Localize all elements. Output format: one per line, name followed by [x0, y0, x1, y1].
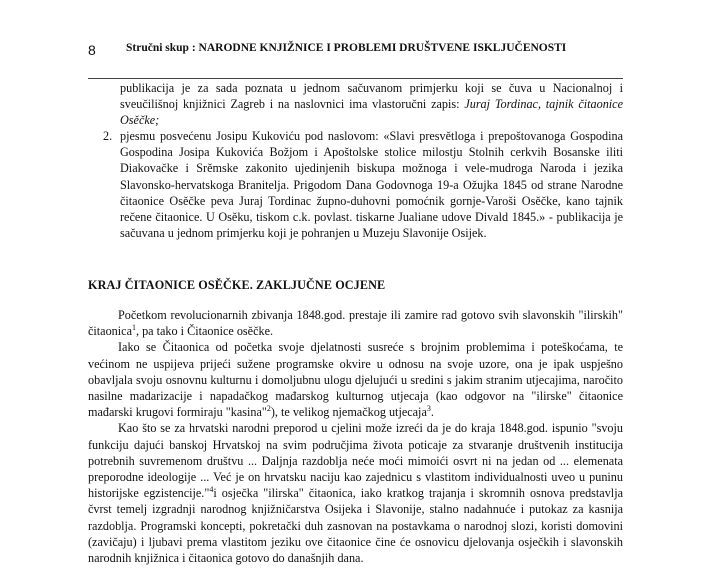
paragraph-3	[88, 420, 623, 566]
footnote-ref-2: 2	[266, 404, 271, 414]
item2-text: pjesmu posvećenu Josipu Kukoviću pod naslovom: «Slavi presvětloga i prepoštovanoga Gospodina Gospodina Josipa Kukovića Božjom i Apoštolske stolice milostju Stolnih cerkvih Bosanske iliti Diakovačke i Srěmske zakonito ujedinjenih biskupa možnoga i vele-mudroga Naroda i jezika Slavonsko-hervatskoga Branitelja. Prigodom Dana Godovnoga 19-a Ožujka 1845 od strane Narodne čitaonice Osěčke peva Juraj Tordinac župno-duhovni pomoćnik gornje-Varoši Osěčke, kano tajnik rečene čitaonice. U Osěku, tiskom c.k. povlast. tiskarne Jualiane udove Divald 1845.» - publikacija je sačuvana u jednom primjerku koji je pohranjen u Muzeju Slavonije Osijek.	[120, 129, 623, 240]
list-item-number: 2.	[103, 129, 113, 144]
header-rule	[88, 78, 623, 79]
p2-text-c: .	[430, 405, 434, 420]
running-title: Stručni skup : NARODNE KNJIŽNICE I PROBLEMI DRUŠTVENE ISKLJUČENOSTI	[126, 42, 567, 54]
p3-text-b: i osječka "ilirska" čitaonica, iako kratkog trajanja i skromnih osnova predstavlja čvrst temelj izgradnji narodnog knjižničarstva Osijeka i Slavonije, stalno nadahnuće i putokaz za kasnija razdoblja. Programski koncepti, pokretački duh zasnovan na postavkama o narodnoj slozi, koristi domovini (zavičaju) i ljubavi prema vlastitom jeziku ove čitaonice čine će osnovicu djelovanja osječkih i slavonskih narodnih knjižnica i čitaonica gotovo do današnjih dana.	[88, 486, 623, 566]
p1-text-a: Početkom revolucionarnih zbivanja 1848.god. prestaje ili zamire rad gotovo svih slavonskih "ilirskih" čitaonica	[88, 308, 623, 339]
section-heading: KRAJ ČITAONICE OSĚČKE. ZAKLJUČNE OCJENE	[88, 278, 386, 292]
list-item-2	[103, 128, 623, 241]
p3-text-a: Kao što se za hrvatski narodni preporod u cjelini može izreći da je do kraja 1848.god. ispunio "svoju funkciju dajući banskoj Hrvatskoj na svim područjima života poticaje za stvaranje društvenih institucija potrebnih suvremenom društvu ... Daljnja razdoblja neće moći mimoići osvrt ni na jedan od ... elemenata preporodne ideologije ... Već je on hrvatsku naciju kao zajednicu s vlastitom individualnosti uveo u puninu historijske egzistencije."	[88, 421, 623, 501]
paragraph-1	[88, 307, 623, 339]
item1-text: publikacija je za sada poznata u jednom sačuvanom primjerku koji se čuva u Nacionalnoj i sveučilišnoj knjižnici Zagreb i na naslovnici ima vlastoručni zapis:	[120, 81, 623, 112]
footnote-ref-1: 1	[131, 323, 136, 333]
item1-italic-note: Juraj Tordinac, tajnik čitaonice Osěčke;	[120, 97, 623, 128]
list-item-1-continuation	[120, 80, 623, 128]
footnote-ref-3: 3	[426, 404, 431, 414]
paragraph-2	[88, 339, 623, 420]
p1-text-b: , pa tako i Čitaonice osěčke.	[135, 324, 274, 339]
body-text	[88, 307, 623, 566]
p2-text-b: ), te velikog njemačkog utjecaja	[270, 405, 427, 420]
page-number: 8	[88, 42, 96, 58]
page-header	[88, 42, 628, 60]
numbered-list	[103, 80, 623, 241]
footnote-ref-4: 4	[209, 485, 214, 495]
p2-text-a: Iako se Čitaonica od početka svoje djelatnosti susreće s brojnim problemima i poteškoćama, te većinom ne uspijeva prijeći sužene programske okvire u odnosu na svoje uzore, ona je ipak uspješno obavljala svoju osnovnu kulturnu i domoljubnu ulogu djelujući u sredini s jakim stranim utjecajima, naročito nasilne madarizacije i napadačkog mađarskog kulturnog utjecaja (kao odgovor na "ilirske" čitaonice mađarski krugovi formiraju "kasina"	[88, 340, 623, 420]
